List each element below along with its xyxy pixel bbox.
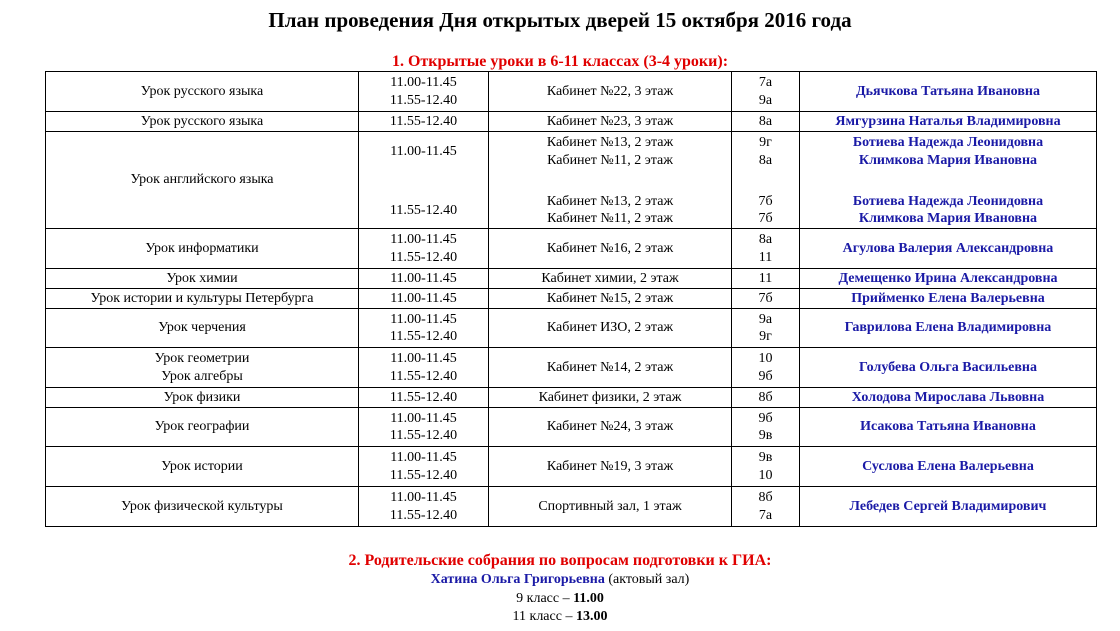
class-cell <box>732 309 800 348</box>
spacer-cell <box>732 172 800 193</box>
subject-cell <box>46 487 359 527</box>
teacher-cell <box>800 269 1097 289</box>
time-cell <box>359 447 489 487</box>
teacher-cell <box>800 229 1097 269</box>
class-cell-line: 9а <box>758 311 773 327</box>
teacher-cell-line: Климкова Мария Ивановна <box>858 211 1038 227</box>
room-cell-line: Кабинет №11, 2 этаж <box>547 152 673 168</box>
teacher-cell-line: Ямгурзина Наталья Владимировна <box>835 113 1061 129</box>
time-cell-line: 11.55-12.40 <box>389 329 458 344</box>
subject-cell-line: Урок физики <box>163 389 241 405</box>
teacher-cell-line: Агулова Валерия Александровна <box>842 240 1054 256</box>
subject-cell-line: Урок алгебры <box>161 368 243 384</box>
class-cell <box>732 447 800 487</box>
subject-cell <box>46 309 359 348</box>
teacher-cell <box>800 112 1097 132</box>
time-cell <box>359 487 489 527</box>
time-cell-line: 11.00-11.45 <box>390 351 457 366</box>
room-cell-line: Кабинет №22, 3 этаж <box>546 83 674 99</box>
meeting-time-line <box>0 590 1120 607</box>
table-row <box>46 388 1097 408</box>
teacher-cell <box>800 132 1097 172</box>
teacher-cell <box>800 388 1097 408</box>
class-cell <box>732 132 800 172</box>
teacher-cell <box>800 408 1097 447</box>
class-cell <box>732 408 800 447</box>
subject-cell <box>46 269 359 289</box>
teacher-cell <box>800 193 1097 229</box>
room-cell-line: Кабинет химии, 2 этаж <box>541 270 679 286</box>
meeting-time-line <box>0 608 1120 625</box>
teacher-cell-line: Прийменко Елена Валерьевна <box>851 290 1045 306</box>
page-title: План проведения Дня открытых дверей 15 октября 2016 года <box>268 8 852 32</box>
time-cell <box>359 388 489 408</box>
class-cell-line: 9а <box>758 92 773 108</box>
class-cell-line: 7б <box>758 193 773 209</box>
time-cell-line: 11.55-12.40 <box>389 249 458 265</box>
subject-cell-line: Урок английского языка <box>130 172 274 188</box>
table-row <box>46 72 1097 112</box>
subject-cell-line: Урок черчения <box>158 320 246 336</box>
time-cell-line: 11.00-11.45 <box>390 232 457 247</box>
time-cell-line: 11.00-11.45 <box>390 311 457 327</box>
class-cell <box>732 72 800 112</box>
room-cell-line: Кабинет физики, 2 этаж <box>538 389 682 405</box>
room-cell-line: Кабинет №14, 2 этаж <box>546 359 674 375</box>
class-cell-line: 8а <box>758 113 773 129</box>
time-cell <box>359 408 489 447</box>
teacher-cell-line: Ботиева Надежда Леонидовна <box>852 193 1044 209</box>
subject-cell-line: Урок химии <box>166 270 238 286</box>
room-cell-line: Кабинет ИЗО, 2 этаж <box>546 320 674 336</box>
time-cell <box>359 289 489 309</box>
class-cell <box>732 193 800 229</box>
class-cell <box>732 388 800 408</box>
room-cell-line: Кабинет №15, 2 этаж <box>546 290 674 306</box>
time-cell <box>359 269 489 289</box>
subject-cell <box>46 388 359 408</box>
room-cell <box>489 348 732 388</box>
time-cell-line: 11.00-11.45 <box>390 290 457 306</box>
time-cell-line: 11.00-11.45 <box>390 270 457 286</box>
teacher-cell-line: Гаврилова Елена Владимировна <box>844 320 1052 336</box>
section-2-heading: 2. Родительские собрания по вопросам подготовки к ГИА: <box>348 552 772 569</box>
subject-cell-line: Урок информатики <box>145 240 259 256</box>
time-cell-line: 11.55-12.40 <box>389 368 458 384</box>
time-cell-line: 11.55-12.40 <box>389 467 458 483</box>
room-cell <box>489 447 732 487</box>
teacher-cell <box>800 289 1097 309</box>
time-cell-line: 11.00-11.45 <box>390 490 457 505</box>
table-row <box>46 348 1097 388</box>
table-row <box>46 289 1097 309</box>
subject-cell-line: Урок геометрии <box>154 351 250 366</box>
room-cell <box>489 487 732 527</box>
spacer-cell <box>359 172 489 193</box>
class-cell-line: 9г <box>759 135 772 151</box>
table-row <box>46 487 1097 527</box>
class-cell-line: 8а <box>758 152 773 168</box>
room-cell <box>489 289 732 309</box>
subject-cell <box>46 132 359 229</box>
lessons-table <box>45 71 1097 527</box>
class-cell-line: 7б <box>758 290 773 306</box>
teacher-cell-line: Лебедев Сергей Владимирович <box>849 498 1047 514</box>
class-cell <box>732 112 800 132</box>
spacer-cell <box>489 172 732 193</box>
room-cell-line: Кабинет №19, 3 этаж <box>546 458 674 474</box>
time-cell-line: 11.00-11.45 <box>390 75 457 90</box>
time-cell-line: 11.55-12.40 <box>389 202 458 218</box>
room-cell <box>489 112 732 132</box>
subject-cell-line: Урок истории <box>161 458 243 474</box>
class-cell-line: 8б <box>758 389 773 405</box>
subject-cell-line: Урок истории и культуры Петербурга <box>90 290 314 306</box>
time-cell <box>359 72 489 112</box>
meeting-place: (актовый зал) <box>608 572 690 587</box>
class-cell-line: 8б <box>758 490 773 505</box>
class-cell-line: 7а <box>758 507 773 523</box>
table-row <box>46 269 1097 289</box>
table-row <box>46 447 1097 487</box>
room-cell-line: Кабинет №23, 3 этаж <box>546 113 674 129</box>
class-cell-line: 10 <box>758 467 773 483</box>
teacher-cell-line: Дьячкова Татьяна Ивановна <box>856 83 1040 99</box>
subject-cell <box>46 72 359 112</box>
room-cell-line: Кабинет №11, 2 этаж <box>547 211 673 227</box>
time-cell-line: 11.55-12.40 <box>389 113 458 129</box>
table-row <box>46 132 1097 172</box>
teacher-cell <box>800 309 1097 348</box>
meeting-time: 13.00 <box>575 609 608 624</box>
table-row <box>46 112 1097 132</box>
room-cell <box>489 269 732 289</box>
table-row <box>46 408 1097 447</box>
time-cell-line: 11.55-12.40 <box>389 507 458 523</box>
section-1-heading: 1. Открытые уроки в 6-11 классах (3-4 уроки): <box>391 53 729 70</box>
room-cell <box>489 193 732 229</box>
time-cell-line: 11.00-11.45 <box>390 410 457 426</box>
teacher-cell <box>800 447 1097 487</box>
meeting-host-name: Хатина Ольга Григорьевна <box>430 572 605 587</box>
class-cell <box>732 487 800 527</box>
teacher-cell <box>800 348 1097 388</box>
class-cell <box>732 269 800 289</box>
meeting-host-line <box>0 571 1120 588</box>
room-cell-line: Кабинет №16, 2 этаж <box>546 240 674 256</box>
room-cell <box>489 309 732 348</box>
meeting-time: 11.00 <box>573 591 604 606</box>
class-cell-line: 7а <box>758 75 773 90</box>
time-cell <box>359 348 489 388</box>
meeting-grade: 11 класс – <box>512 609 573 624</box>
teacher-cell-line: Суслова Елена Валерьевна <box>862 458 1034 474</box>
subject-cell <box>46 447 359 487</box>
teacher-cell <box>800 72 1097 112</box>
class-cell-line: 11 <box>758 249 773 265</box>
class-cell-line: 10 <box>758 351 773 366</box>
subject-cell-line: Урок русского языка <box>140 113 264 129</box>
class-cell-line: 9г <box>759 329 772 344</box>
room-cell-line: Кабинет №24, 3 этаж <box>546 419 674 435</box>
class-cell <box>732 229 800 269</box>
class-cell-line: 9б <box>758 410 773 426</box>
class-cell <box>732 289 800 309</box>
subject-cell <box>46 112 359 132</box>
room-cell <box>489 388 732 408</box>
time-cell <box>359 229 489 269</box>
teacher-cell <box>800 487 1097 527</box>
subject-cell <box>46 348 359 388</box>
time-cell <box>359 193 489 229</box>
teacher-cell-line: Ботиева Надежда Леонидовна <box>852 135 1044 151</box>
table-row <box>46 229 1097 269</box>
time-cell <box>359 112 489 132</box>
time-cell-line: 11.55-12.40 <box>389 92 458 108</box>
table-row <box>46 309 1097 348</box>
room-cell <box>489 408 732 447</box>
teacher-cell-line: Голубева Ольга Васильевна <box>859 359 1037 375</box>
room-cell <box>489 229 732 269</box>
teacher-cell-line: Демещенко Ирина Александровна <box>838 270 1058 286</box>
time-cell-line: 11.00-11.45 <box>390 144 457 159</box>
room-cell <box>489 132 732 172</box>
time-cell-line: 11.55-12.40 <box>389 428 458 443</box>
class-cell-line: 8а <box>758 232 773 247</box>
subject-cell <box>46 289 359 309</box>
time-cell-line: 11.55-12.40 <box>389 389 458 405</box>
teacher-cell-line: Исакова Татьяна Ивановна <box>860 419 1036 435</box>
subject-cell-line: Урок русского языка <box>140 83 264 99</box>
class-cell-line: 9в <box>758 450 773 465</box>
subject-cell <box>46 408 359 447</box>
class-cell-line: 9б <box>758 368 773 384</box>
subject-cell-line: Урок географии <box>154 419 250 435</box>
room-cell-line: Кабинет №13, 2 этаж <box>546 135 674 151</box>
meeting-grade: 9 класс – <box>516 591 570 606</box>
class-cell-line: 7б <box>758 211 773 227</box>
subject-cell <box>46 229 359 269</box>
room-cell-line: Спортивный зал, 1 этаж <box>538 498 682 514</box>
room-cell <box>489 72 732 112</box>
teacher-cell-line: Климкова Мария Ивановна <box>858 152 1038 168</box>
subject-cell-line: Урок физической культуры <box>121 498 283 514</box>
class-cell-line: 9в <box>758 428 773 443</box>
class-cell-line: 11 <box>758 270 773 286</box>
room-cell-line: Кабинет №13, 2 этаж <box>546 193 674 209</box>
time-cell-line: 11.00-11.45 <box>390 450 457 465</box>
time-cell <box>359 309 489 348</box>
class-cell <box>732 348 800 388</box>
teacher-cell-line: Холодова Мирослава Львовна <box>851 389 1045 405</box>
time-cell <box>359 132 489 172</box>
spacer-cell <box>800 172 1097 193</box>
